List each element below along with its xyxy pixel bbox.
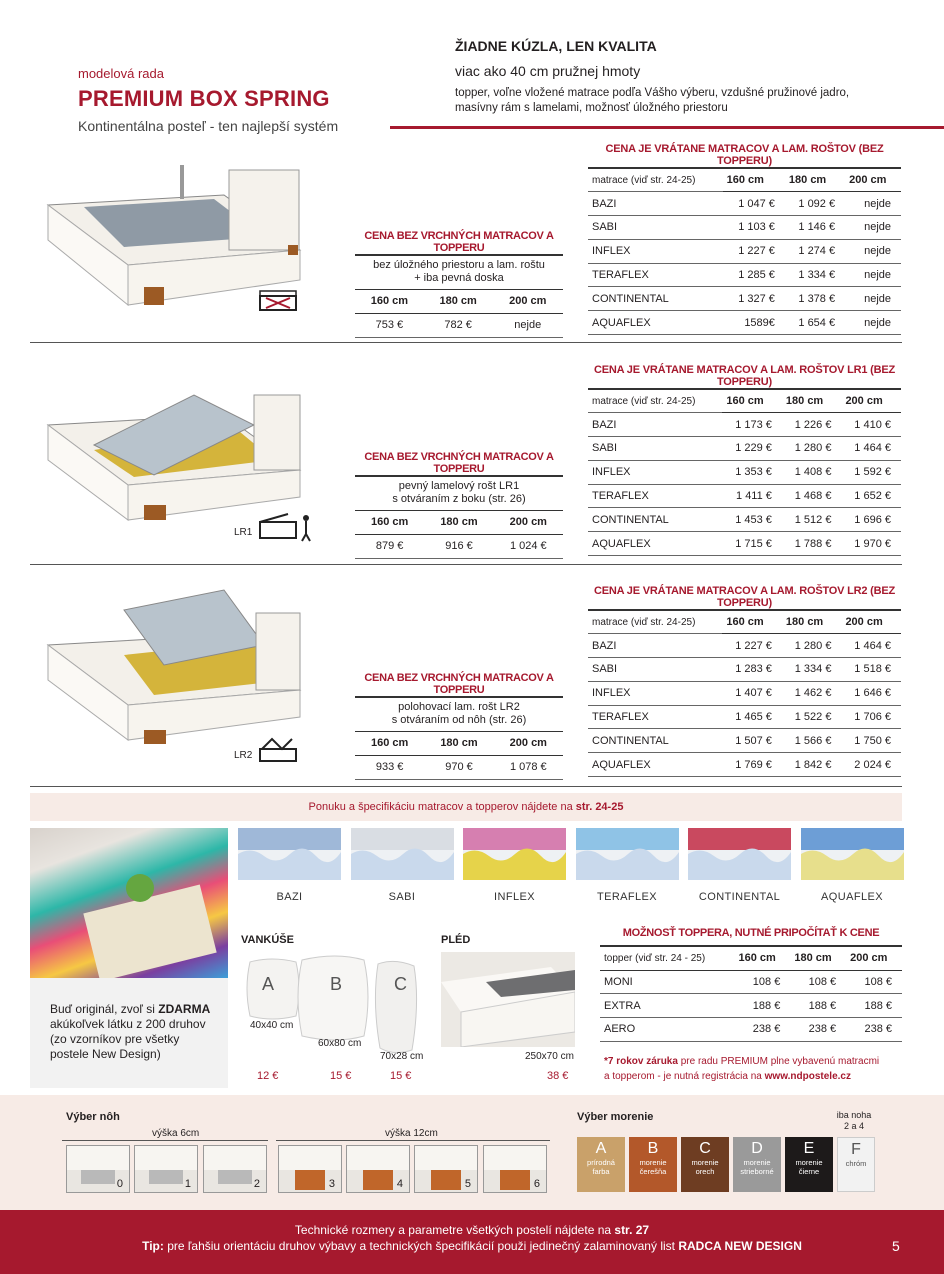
base-price-note xyxy=(355,476,563,510)
base-note-line2: s otváraním z boku (str. 26) xyxy=(392,493,526,506)
mattress-image xyxy=(688,828,791,880)
stain-letter: E xyxy=(803,1140,815,1157)
mattress-image xyxy=(801,828,904,880)
price-cell: 188 € xyxy=(735,994,791,1018)
mattress-name: TERAFLEX xyxy=(596,891,658,903)
mattress-gallery xyxy=(238,828,902,908)
leg-number: 0 xyxy=(116,1178,123,1190)
lift-side-icon xyxy=(258,512,314,542)
table-row xyxy=(355,313,563,337)
legs-title: Výber nôh xyxy=(66,1111,120,1123)
pillow-a-size: 40x40 cm xyxy=(250,1020,294,1031)
price-cell: 1 453 € xyxy=(722,508,782,532)
price-cell: 1 410 € xyxy=(841,413,901,437)
col-mattress: matrace (viď str. 24-25) xyxy=(588,610,722,634)
footer-page-ref: str. 27 xyxy=(614,1223,650,1237)
price-cell: 1 464 € xyxy=(841,437,901,461)
mattress-name: CONTINENTAL xyxy=(588,729,722,753)
legs-group2-label: výška 12cm xyxy=(385,1128,438,1139)
price-cell: 753 € xyxy=(355,313,424,337)
footer-line1-text: Technické rozmery a parametre všetkých postelí nájdete na xyxy=(294,1223,615,1237)
topper-col-200: 200 cm xyxy=(846,947,902,970)
table-row xyxy=(588,287,901,311)
mattress-name: BAZI xyxy=(276,891,303,903)
footer-bar xyxy=(0,1210,944,1274)
bed-image-lr1 xyxy=(44,385,306,525)
stain-note-line1: iba noha xyxy=(836,1110,872,1120)
mattress-name: SABI xyxy=(388,891,416,903)
price-table-caption: CENA JE VRÁTANE MATRACOV A LAM. ROŠTOV LR2 (BEZ TOPPERU) xyxy=(588,585,901,610)
price-cell: 1 518 € xyxy=(841,658,901,682)
col-160: 160 cm xyxy=(355,731,424,755)
base-price-note xyxy=(355,697,563,731)
price-cell: 1 464 € xyxy=(841,634,901,658)
col-200: 200 cm xyxy=(841,610,901,634)
bed-image-basic xyxy=(44,165,306,310)
stain-option[interactable] xyxy=(577,1137,625,1192)
legs-group1-label: výška 6cm xyxy=(152,1128,200,1139)
stain-letter: A xyxy=(595,1140,607,1157)
price-cell: 1 378 € xyxy=(785,287,845,311)
col-200: 200 cm xyxy=(494,510,563,534)
fabric-samples-image xyxy=(30,828,228,978)
page-title: PREMIUM BOX SPRING xyxy=(78,86,330,111)
price-cell: 1 173 € xyxy=(722,413,782,437)
table-row xyxy=(588,192,901,216)
options-band xyxy=(0,1095,944,1210)
legs-group1-rule xyxy=(62,1140,268,1141)
leg-option[interactable] xyxy=(483,1145,547,1193)
fabric-promo-line3: (zo vzorníkov pre všetky xyxy=(50,1032,180,1046)
mattress-note-text: Ponuku a špecifikáciu matracov a topperov nájdete na xyxy=(308,801,576,813)
table-row xyxy=(588,437,901,461)
price-table-with-mattresses xyxy=(588,585,902,777)
leg-option[interactable] xyxy=(278,1145,342,1193)
header-rule xyxy=(390,126,944,129)
price-cell: 916 € xyxy=(424,534,493,558)
price-cell: nejde xyxy=(845,192,901,216)
leg-number: 2 xyxy=(253,1178,260,1190)
stain-label-2: čierne xyxy=(798,1167,820,1176)
tagline: Kontinentálna posteľ - ten najlepší systém xyxy=(78,118,339,134)
table-row xyxy=(588,681,901,705)
mattress-name: BAZI xyxy=(588,634,722,658)
pillow-b-size: 60x80 cm xyxy=(318,1038,362,1049)
warranty-note xyxy=(604,1054,879,1084)
table-row xyxy=(588,729,901,753)
price-cell: 1 654 € xyxy=(785,311,845,335)
base-price-caption: CENA BEZ VRCHNÝCH MATRACOV A TOPPERU xyxy=(355,230,563,255)
mattress-name: TERAFLEX xyxy=(588,263,723,287)
mattress-name: TERAFLEX xyxy=(588,705,722,729)
base-note-line1: polohovací lam. rošt LR2 xyxy=(398,701,520,714)
stain-label-1: morenie xyxy=(691,1158,719,1167)
mattress-name: BAZI xyxy=(588,192,723,216)
mattress-image xyxy=(463,828,566,880)
price-cell: 1 285 € xyxy=(723,263,785,287)
stain-option[interactable] xyxy=(681,1137,729,1192)
base-price-caption: CENA BEZ VRCHNÝCH MATRACOV A TOPPERU xyxy=(355,672,563,697)
pillow-a-letter: A xyxy=(262,974,275,994)
price-cell: 1 842 € xyxy=(782,753,842,777)
topper-col-180: 180 cm xyxy=(790,947,846,970)
price-cell: 879 € xyxy=(355,534,424,558)
pillow-c-price: 15 € xyxy=(390,1070,412,1082)
price-cell: nejde xyxy=(845,287,901,311)
col-180: 180 cm xyxy=(424,731,493,755)
table-row xyxy=(588,263,901,287)
price-cell: 1 769 € xyxy=(722,753,782,777)
warranty-text-1: pre radu PREMIUM plne vybavenú matracmi xyxy=(677,1056,880,1067)
throw-size: 250x70 cm xyxy=(525,1051,574,1062)
pillow-b-price: 15 € xyxy=(330,1070,352,1082)
price-cell: 1 078 € xyxy=(494,755,563,779)
leg-number: 3 xyxy=(328,1178,335,1190)
stain-letter: D xyxy=(751,1140,763,1157)
mattress-name: INFLEX xyxy=(494,891,535,903)
price-cell: 1 327 € xyxy=(723,287,785,311)
price-cell: 1 468 € xyxy=(782,484,842,508)
mattress-name: AQUAFLEX xyxy=(588,532,722,556)
mattress-name: AQUAFLEX xyxy=(588,311,723,335)
price-cell: 238 € xyxy=(735,1018,791,1042)
stains-title: Výber morenie xyxy=(577,1111,654,1123)
throw-image xyxy=(441,952,575,1047)
col-200: 200 cm xyxy=(493,289,563,313)
base-note-line1: pevný lamelový rošt LR1 xyxy=(398,480,520,493)
leg-option[interactable] xyxy=(346,1145,410,1193)
footer-tip-product: RADCA NEW DESIGN xyxy=(678,1239,802,1253)
pillow-b-letter: B xyxy=(330,974,343,994)
col-160: 160 cm xyxy=(355,510,424,534)
mattress-name: INFLEX xyxy=(588,239,723,263)
page-number: 5 xyxy=(892,1238,900,1254)
price-cell: 108 € xyxy=(790,970,846,994)
pillow-a-price: 12 € xyxy=(257,1070,279,1082)
col-160: 160 cm xyxy=(722,610,782,634)
section-divider-1 xyxy=(30,342,902,343)
price-cell: 1 283 € xyxy=(722,658,782,682)
warranty-text-2: a topperom - je nutná registrácia na xyxy=(604,1071,765,1082)
leg-option[interactable] xyxy=(203,1145,267,1193)
legs-group2-rule xyxy=(276,1140,550,1141)
price-cell: 1 407 € xyxy=(722,681,782,705)
price-cell: 1 522 € xyxy=(782,705,842,729)
price-cell: 1 750 € xyxy=(841,729,901,753)
leg-option[interactable] xyxy=(134,1145,198,1193)
col-mattress: matrace (viď str. 24-25) xyxy=(588,168,723,192)
throw-price: 38 € xyxy=(547,1070,569,1082)
subslogan: viac ako 40 cm pružnej hmoty xyxy=(455,63,641,79)
mattress-name: AQUAFLEX xyxy=(821,891,883,903)
mattress-name: CONTINENTAL xyxy=(588,508,722,532)
price-table-without-mattresses xyxy=(355,451,565,559)
mattress-name: SABI xyxy=(588,437,722,461)
price-cell: 970 € xyxy=(424,755,493,779)
stain-label-1: morenie xyxy=(795,1158,823,1167)
fabric-promo-box xyxy=(30,978,228,1088)
price-cell: 188 € xyxy=(846,994,902,1018)
price-cell: 1 715 € xyxy=(722,532,782,556)
section-divider-3 xyxy=(30,786,902,787)
stain-option[interactable] xyxy=(733,1137,781,1192)
mattress-image xyxy=(351,828,454,880)
price-table-without-mattresses xyxy=(355,672,565,780)
price-cell: 1 706 € xyxy=(841,705,901,729)
price-cell: 1 970 € xyxy=(841,532,901,556)
col-180: 180 cm xyxy=(424,510,493,534)
section-divider-2 xyxy=(30,564,902,565)
throw-title: PLÉD xyxy=(441,934,471,946)
mattress-name: CONTINENTAL xyxy=(698,891,781,903)
mattress-name: SABI xyxy=(588,216,723,240)
stain-label-1: morenie xyxy=(743,1158,771,1167)
bed-type-icon-basic xyxy=(258,290,298,318)
price-cell: 108 € xyxy=(846,970,902,994)
price-cell: 1 334 € xyxy=(785,263,845,287)
col-200: 200 cm xyxy=(841,389,901,413)
price-cell: 1 411 € xyxy=(722,484,782,508)
table-row xyxy=(588,311,901,335)
topper-name: AERO xyxy=(600,1018,735,1042)
slogan: ŽIADNE KÚZLA, LEN KVALITA xyxy=(455,38,657,54)
stain-letter: B xyxy=(647,1140,659,1157)
col-160: 160 cm xyxy=(722,389,782,413)
header-description xyxy=(455,86,849,116)
fabric-promo-line4: postele New Design) xyxy=(50,1047,161,1061)
table-row xyxy=(600,970,902,994)
stain-label-2: farba xyxy=(592,1167,610,1176)
mattress-name: CONTINENTAL xyxy=(588,287,723,311)
leg-option[interactable] xyxy=(66,1145,130,1193)
description-line1: topper, voľne vložené matrace podľa Vášho výberu, vzdušné pružinové jadro, xyxy=(455,87,850,99)
table-row xyxy=(600,1018,902,1042)
price-cell: 2 024 € xyxy=(841,753,901,777)
table-row xyxy=(588,460,901,484)
topper-caption: MOŽNOSŤ TOPPERA, NUTNÉ PRIPOČÍTAŤ K CENE xyxy=(600,927,902,947)
base-price-note xyxy=(355,255,563,289)
price-cell: 1 047 € xyxy=(723,192,785,216)
leg-number: 4 xyxy=(396,1178,403,1190)
mattress-name: INFLEX xyxy=(588,460,722,484)
topper-col-160: 160 cm xyxy=(735,947,791,970)
price-cell: 1 280 € xyxy=(782,634,842,658)
col-180: 180 cm xyxy=(785,168,845,192)
fabric-promo-line2: akúkoľvek látku z 200 druhov xyxy=(50,1017,206,1031)
col-200: 200 cm xyxy=(494,731,563,755)
stain-label-2: strieborné xyxy=(740,1167,774,1176)
table-row xyxy=(600,994,902,1018)
price-cell: 1 652 € xyxy=(841,484,901,508)
series-label: modelová rada xyxy=(78,66,164,81)
price-cell: 1 227 € xyxy=(722,634,782,658)
col-180: 180 cm xyxy=(782,610,842,634)
mattress-note-page-ref: str. 24-25 xyxy=(575,801,624,813)
price-table-caption: CENA JE VRÁTANE MATRACOV A LAM. ROŠTOV (BEZ TOPPERU) xyxy=(588,143,901,168)
price-cell: 1 512 € xyxy=(782,508,842,532)
price-cell: 1 024 € xyxy=(494,534,563,558)
table-row xyxy=(355,534,563,558)
table-row xyxy=(588,634,901,658)
col-160: 160 cm xyxy=(723,168,785,192)
leg-number: 6 xyxy=(533,1178,540,1190)
price-cell: 933 € xyxy=(355,755,424,779)
stain-letter: C xyxy=(699,1140,711,1157)
stain-note-line2: 2 a 4 xyxy=(843,1121,865,1131)
col-200: 200 cm xyxy=(845,168,901,192)
table-row xyxy=(588,532,901,556)
stain-option[interactable] xyxy=(837,1137,875,1192)
price-cell: 1 408 € xyxy=(782,460,842,484)
table-row xyxy=(588,508,901,532)
stain-label-1: morenie xyxy=(639,1158,667,1167)
price-cell: 238 € xyxy=(846,1018,902,1042)
price-cell: 1 465 € xyxy=(722,705,782,729)
lift-foot-icon xyxy=(258,735,302,765)
price-table-with-mattresses xyxy=(588,143,902,335)
base-note-line2: + iba pevná doska xyxy=(414,272,504,285)
price-cell: 1 462 € xyxy=(782,681,842,705)
warranty-link[interactable]: www.ndpostele.cz xyxy=(764,1071,851,1082)
leg-number: 5 xyxy=(464,1178,471,1190)
price-cell: 188 € xyxy=(790,994,846,1018)
warranty-highlight: *7 rokov záruka xyxy=(604,1056,678,1067)
table-row xyxy=(588,413,901,437)
table-row xyxy=(588,705,901,729)
pillows-title: VANKÚŠE xyxy=(241,934,294,946)
base-note-line2: s otváraním od nôh (str. 26) xyxy=(391,714,527,727)
price-cell: 1 334 € xyxy=(782,658,842,682)
col-mattress: matrace (viď str. 24-25) xyxy=(588,389,722,413)
description-line2: masívny rám s lamelami, možnosť úložného priestoru xyxy=(455,102,728,114)
mattress-name: TERAFLEX xyxy=(588,484,722,508)
price-cell: nejde xyxy=(845,239,901,263)
price-cell: 1 146 € xyxy=(785,216,845,240)
price-cell: 1 592 € xyxy=(841,460,901,484)
table-row xyxy=(588,753,901,777)
icon-label-lr2: LR2 xyxy=(234,750,253,761)
leg-number: 1 xyxy=(184,1178,191,1190)
footer-tip-label: Tip: xyxy=(142,1239,164,1253)
price-table-caption: CENA JE VRÁTANE MATRACOV A LAM. ROŠTOV LR1 (BEZ TOPPERU) xyxy=(588,364,901,389)
base-note-line1: bez úložného priestoru a lam. roštu xyxy=(373,259,545,272)
fabric-promo-line1: Buď originál, zvoľ si xyxy=(50,1002,159,1016)
mattress-name: INFLEX xyxy=(588,681,722,705)
table-row xyxy=(588,239,901,263)
stain-label-1: prírodná xyxy=(587,1158,615,1167)
price-cell: 1 274 € xyxy=(785,239,845,263)
price-cell: 1 646 € xyxy=(841,681,901,705)
price-cell: nejde xyxy=(845,311,901,335)
price-cell: 108 € xyxy=(735,970,791,994)
mattress-image xyxy=(576,828,679,880)
stain-note xyxy=(834,1110,874,1132)
price-cell: 782 € xyxy=(424,313,493,337)
price-cell: 1 788 € xyxy=(782,532,842,556)
table-row xyxy=(588,484,901,508)
price-table-with-mattresses xyxy=(588,364,902,556)
price-cell: 1 229 € xyxy=(722,437,782,461)
table-row xyxy=(588,216,901,240)
stain-option[interactable] xyxy=(629,1137,677,1192)
footer-line2 xyxy=(0,1239,944,1253)
price-cell: 1 566 € xyxy=(782,729,842,753)
table-row xyxy=(588,658,901,682)
price-cell: 1 696 € xyxy=(841,508,901,532)
stain-option[interactable] xyxy=(785,1137,833,1192)
mattress-image xyxy=(238,828,341,880)
price-cell: nejde xyxy=(845,263,901,287)
base-price-caption: CENA BEZ VRCHNÝCH MATRACOV A TOPPERU xyxy=(355,451,563,476)
col-180: 180 cm xyxy=(424,289,493,313)
topper-col-label: topper (viď str. 24 - 25) xyxy=(600,947,735,970)
footer-tip-text: pre ľahšiu orientáciu druhov výbavy a technických špecifikácií použi jedinečný zalaminovaný list xyxy=(163,1239,679,1253)
stain-label-2: čerešňa xyxy=(639,1167,667,1176)
price-cell: 1 353 € xyxy=(722,460,782,484)
price-cell: 1 507 € xyxy=(722,729,782,753)
footer-line1 xyxy=(0,1223,944,1237)
fabric-promo-free: ZDARMA xyxy=(158,1002,211,1016)
price-table-without-mattresses xyxy=(355,230,565,338)
table-row xyxy=(355,755,563,779)
price-cell: 1 092 € xyxy=(785,192,845,216)
col-180: 180 cm xyxy=(782,389,842,413)
pillow-c-size: 70x28 cm xyxy=(380,1051,424,1062)
price-cell: nejde xyxy=(845,216,901,240)
mattress-name: SABI xyxy=(588,658,722,682)
price-cell: 1 226 € xyxy=(782,413,842,437)
price-cell: nejde xyxy=(493,313,563,337)
stain-label-1: chróm xyxy=(845,1159,867,1168)
mattress-name: BAZI xyxy=(588,413,722,437)
topper-table xyxy=(600,927,902,1042)
topper-name: MONI xyxy=(600,970,735,994)
leg-option[interactable] xyxy=(414,1145,478,1193)
mattress-name: AQUAFLEX xyxy=(588,753,722,777)
price-cell: 238 € xyxy=(790,1018,846,1042)
pillow-c-letter: C xyxy=(394,974,407,994)
price-cell: 1 227 € xyxy=(723,239,785,263)
bed-image-lr2 xyxy=(44,585,306,750)
icon-label-lr1: LR1 xyxy=(234,527,253,538)
price-cell: 1589€ xyxy=(723,311,785,335)
stain-letter: F xyxy=(851,1141,861,1158)
topper-name: EXTRA xyxy=(600,994,735,1018)
mattress-reference-note xyxy=(30,793,902,821)
col-160: 160 cm xyxy=(355,289,424,313)
price-cell: 1 280 € xyxy=(782,437,842,461)
stain-label-2: orech xyxy=(695,1167,715,1176)
price-cell: 1 103 € xyxy=(723,216,785,240)
